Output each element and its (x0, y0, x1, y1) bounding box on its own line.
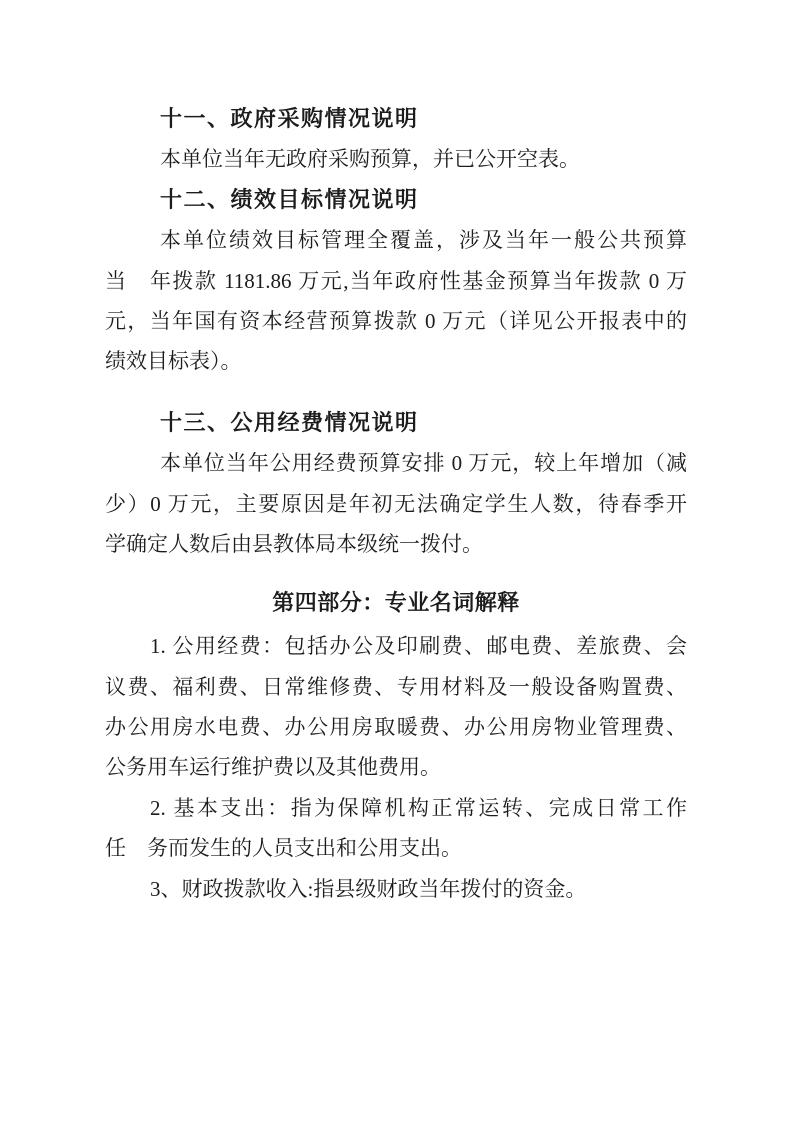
section-12-line-2: 当 年拨款 1181.86 万元,当年政府性基金预算当年拨款 0 万 (105, 268, 687, 293)
part-4-heading: 第四部分：专业名词解释 (272, 590, 520, 616)
section-13-heading: 十三、公用经费情况说明 (160, 409, 419, 435)
section-13-line-3: 学确定人数后由县教体局本级统一拨付。 (105, 531, 483, 556)
section-12-heading: 十二、绩效目标情况说明 (160, 186, 419, 212)
term-2-line-2: 任 务而发生的人员支出和公用支出。 (105, 836, 462, 861)
term-1-line-2: 议费、福利费、日常维修费、专用材料及一般设备购置费、 (105, 674, 687, 699)
term-1-line-1: 1. 公用经费：包括办公及印刷费、邮电费、差旅费、会 (150, 634, 687, 659)
section-12-line-3: 元，当年国有资本经营预算拨款 0 万元（详见公开报表中的 (105, 308, 687, 333)
section-11-heading: 十一、政府采购情况说明 (160, 106, 419, 131)
term-2-line-1: 2. 基本支出：指为保障机构正常运转、完成日常工作 (150, 795, 687, 820)
section-11-body: 本单位当年无政府采购预算，并已公开空表。 (160, 147, 580, 172)
term-3-line: 3、财政拨款收入:指县级财政当年拨付的资金。 (150, 876, 587, 901)
section-13-line-1: 本单位当年公用经费预算安排 0 万元，较上年增加（减 (160, 451, 687, 476)
section-12-line-1: 本单位绩效目标管理全覆盖，涉及当年一般公共预算 (160, 228, 687, 253)
section-12-line-4: 绩效目标表）。 (105, 349, 242, 374)
section-13-line-2: 少）0 万元，主要原因是年初无法确定学生人数，待春季开 (105, 491, 687, 516)
term-1-line-3: 办公用房水电费、办公用房取暖费、办公用房物业管理费、 (105, 715, 687, 740)
term-1-line-4: 公务用车运行维护费以及其他费用。 (105, 755, 441, 780)
